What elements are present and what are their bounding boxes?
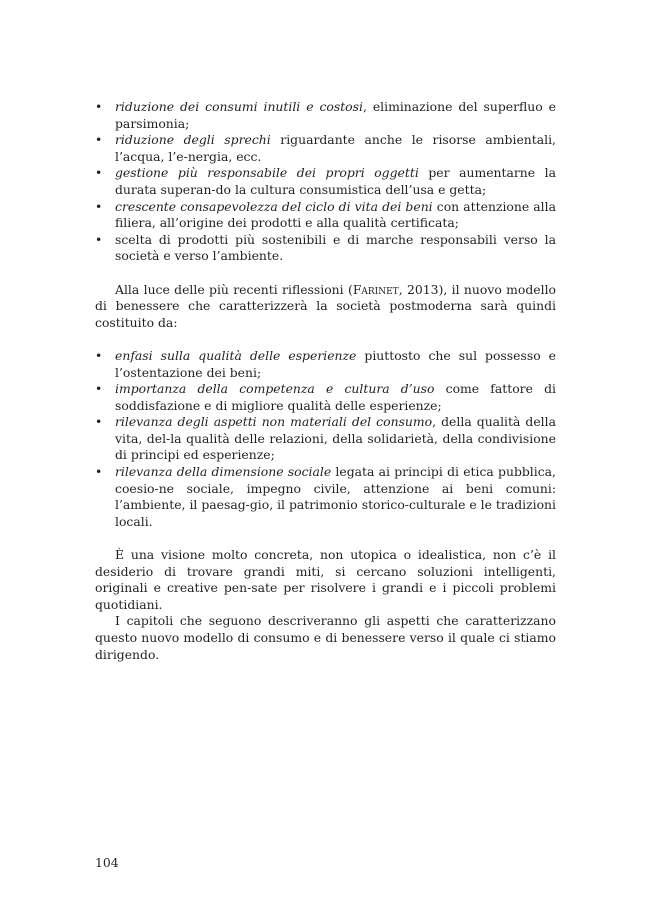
citation-author: Farinet (352, 281, 399, 297)
page-number: 104 (95, 855, 119, 870)
bullet-icon: • (95, 99, 103, 114)
page-body (95, 99, 556, 663)
bullet-icon: • (95, 231, 103, 247)
intro-text-before: Alla luce delle più recenti riflessioni ( (115, 281, 353, 297)
bullet-list-wellbeing (95, 348, 556, 531)
list-item-text: legata ai principi di etica pubblica, coesio-ne sociale, impegno civile, attenzione ai beni comuni: l’ambiente, il paesag-gio, il patrimonio storico-culturale e le tradizioni locali. (115, 464, 556, 529)
bullet-icon: • (95, 198, 103, 214)
list-item-text: scelta di prodotti più sostenibili e di marche responsabili verso la società e verso l’ambiente. (115, 231, 556, 264)
list-item-emphasis: riduzione degli sprechi (115, 132, 271, 148)
list-item-text: per aumentarne la durata superan-do la cultura consumistica dell’usa e getta; (115, 165, 556, 197)
closing-paragraph: È una visione molto concreta, non utopica o idealistica, non c’è il desiderio di trovare grandi miti, si cercano soluzioni intelligenti, originali e creative pen-sate per risolvere i grandi e i piccoli problemi quotidiani. (95, 547, 556, 612)
list-item (95, 199, 556, 232)
list-item-emphasis: riduzione dei consumi inutili e costosi (115, 99, 363, 114)
list-item-text: , eliminazione del superfluo e parsimonia; (115, 99, 556, 131)
list-item (95, 132, 556, 165)
list-item (95, 99, 556, 132)
list-item-text: con attenzione alla filiera, all’origine dei prodotti e alla qualità certificata; (115, 198, 556, 231)
list-item-emphasis: rilevanza della dimensione sociale (115, 464, 332, 480)
intro-text-after: , 2013), il nuovo modello di benessere che caratterizzerà la società postmoderna sarà quindi costituito da: (95, 281, 556, 330)
list-item-emphasis: crescente consapevolezza del ciclo di vita dei beni (115, 198, 433, 214)
bullet-icon: • (95, 165, 103, 181)
list-item-emphasis: enfasi sulla qualità delle esperienze (115, 347, 357, 363)
list-item-emphasis: importanza della competenza e cultura d’uso (115, 381, 435, 397)
list-item (95, 348, 556, 381)
bullet-icon: • (95, 464, 103, 480)
bullet-icon: • (95, 132, 103, 148)
bullet-icon: • (95, 381, 103, 397)
list-item-emphasis: rilevanza degli aspetti non materiali del consumo (115, 414, 433, 430)
bullet-list-consumption (95, 99, 556, 265)
intro-paragraph (95, 282, 556, 332)
list-item-text: , della qualità della vita, del-la qualità delle relazioni, della solidarietà, della condivisione di principi ed esperienze; (115, 414, 556, 463)
bullet-icon: • (95, 414, 103, 430)
closing-paragraph: I capitoli che seguono descriveranno gli aspetti che caratterizzano questo nuovo modello di consumo e di benessere verso il quale ci stiamo dirigendo. (95, 613, 556, 662)
list-item-text: come fattore di soddisfazione e di migliore qualità delle esperienze; (115, 381, 556, 413)
list-item-text: piuttosto che sul possesso e l’ostentazione dei beni; (115, 347, 556, 380)
list-item (95, 381, 556, 414)
list-item (95, 232, 556, 265)
list-item (95, 464, 556, 530)
bullet-icon: • (95, 347, 103, 363)
list-item-text: riguardante anche le risorse ambientali, l’acqua, l’e-nergia, ecc. (115, 132, 556, 164)
list-item (95, 414, 556, 464)
list-item-emphasis: gestione più responsabile dei propri oggetti (115, 165, 419, 181)
list-item (95, 165, 556, 198)
